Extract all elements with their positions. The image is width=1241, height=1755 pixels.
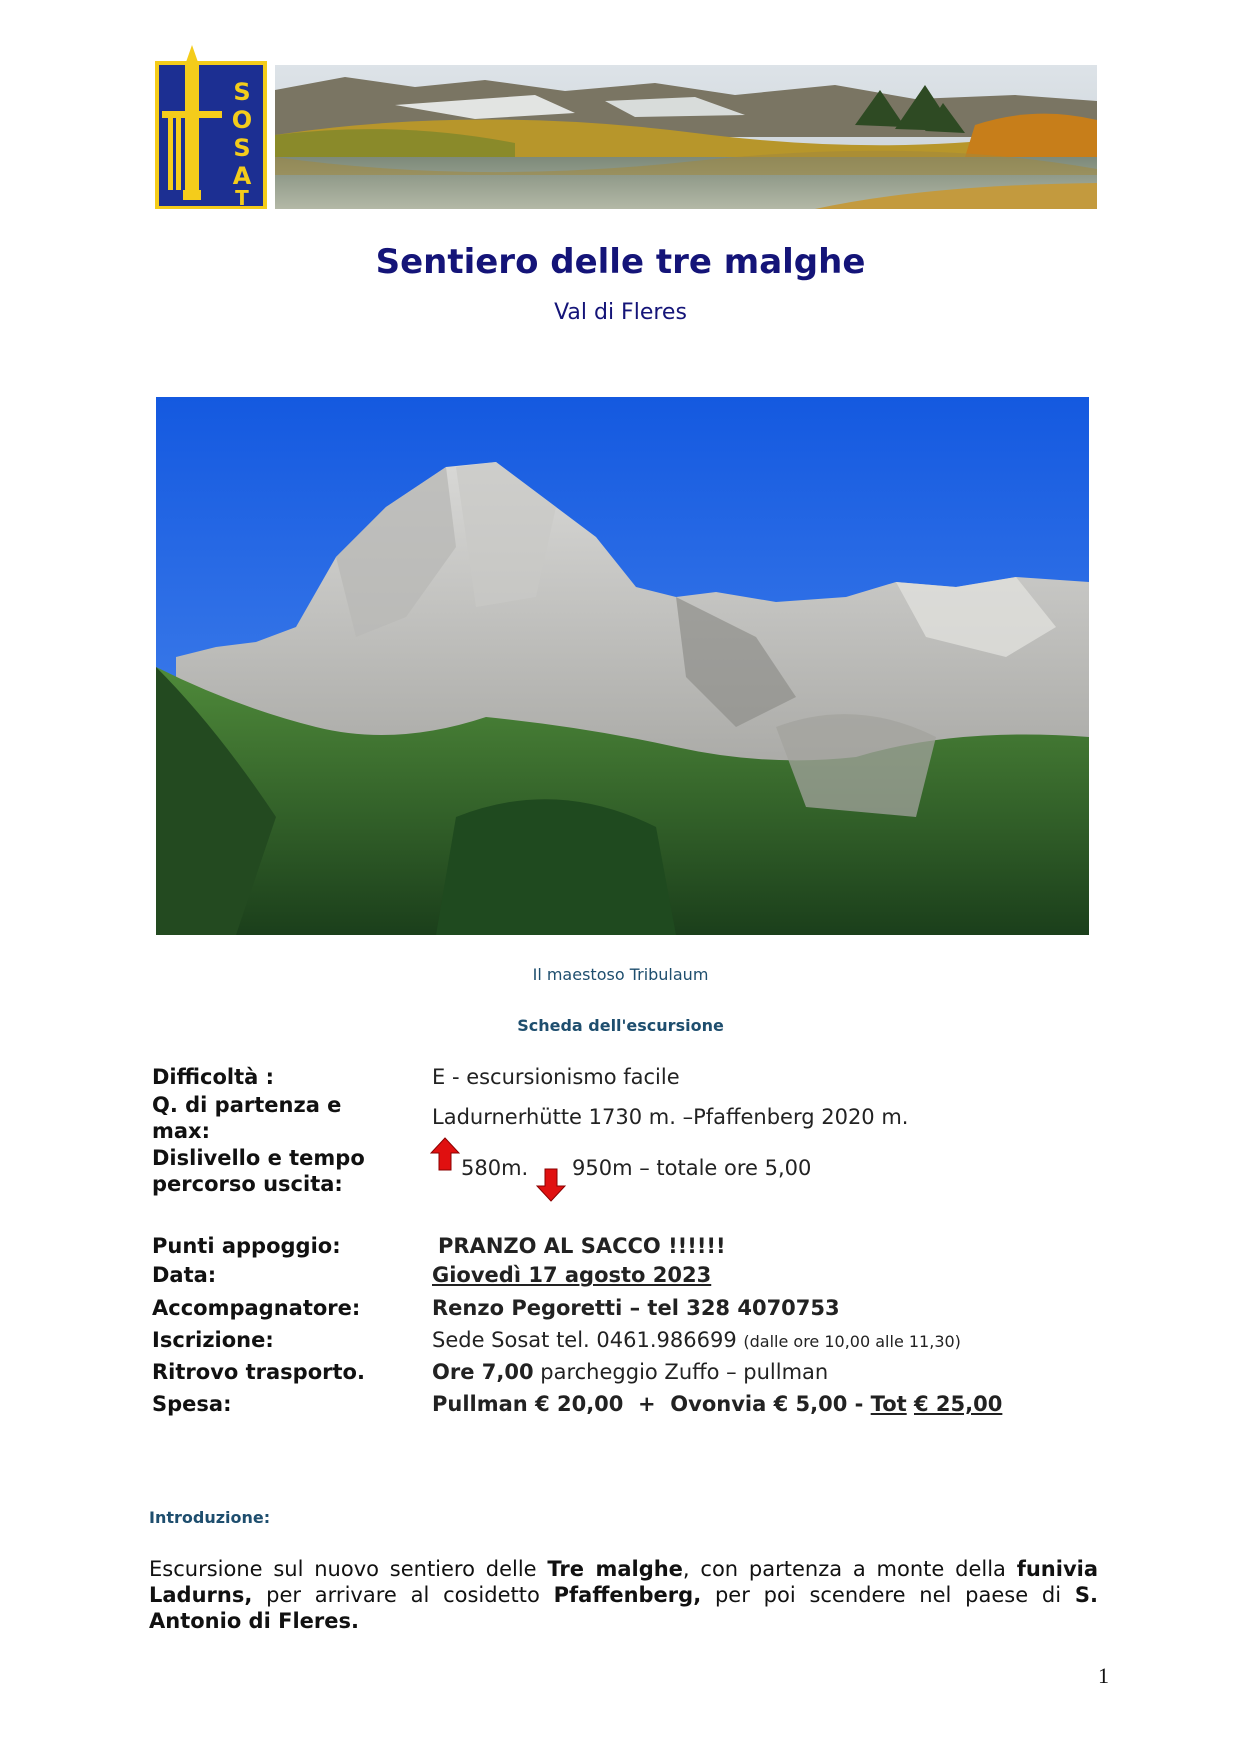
page-subtitle: Val di Fleres bbox=[554, 300, 687, 325]
ritrovo-value bbox=[432, 1359, 828, 1385]
intro-bold-tre-malghe: Tre malghe bbox=[547, 1557, 683, 1581]
sosat-logo bbox=[152, 45, 270, 209]
intro-paragraph bbox=[149, 1556, 1098, 1634]
data-label: Data: bbox=[152, 1263, 217, 1287]
dislivello-label-1: Dislivello e tempo bbox=[152, 1146, 365, 1170]
dislivello-label-2: percorso uscita: bbox=[152, 1172, 343, 1196]
ritrovo-label: Ritrovo trasporto. bbox=[152, 1360, 365, 1384]
quota-label-1: Q. di partenza e bbox=[152, 1093, 342, 1117]
iscrizione-text: Sede Sosat tel. 0461.986699 bbox=[432, 1328, 737, 1352]
svg-text:O: O bbox=[231, 106, 253, 134]
spesa-tot-price: € 25,00 bbox=[914, 1392, 1003, 1416]
iscrizione-note: (dalle ore 10,00 alle 11,30) bbox=[743, 1332, 961, 1351]
punti-value: PRANZO AL SACCO !!!!!! bbox=[438, 1234, 726, 1258]
spesa-ovonvia: Ovonvia bbox=[670, 1392, 767, 1416]
spesa-dash: - bbox=[854, 1392, 864, 1416]
banner-landscape-image bbox=[275, 65, 1097, 209]
spesa-tot: Tot bbox=[870, 1392, 907, 1416]
quota-value: Ladurnerhütte 1730 m. –Pfaffenberg 2020 m. bbox=[432, 1105, 909, 1129]
spesa-value bbox=[432, 1391, 1002, 1417]
punti-label: Punti appoggio: bbox=[152, 1234, 341, 1258]
tribulaun-mountain-photo bbox=[156, 397, 1089, 935]
page-number: 1 bbox=[1098, 1663, 1109, 1688]
accompagnatore-value: Renzo Pegoretti – tel 328 4070753 bbox=[432, 1296, 840, 1320]
arrow-down-icon bbox=[536, 1168, 566, 1202]
intro-text-4: per poi scendere nel paese di bbox=[701, 1583, 1075, 1607]
intro-text-3: per arrivare al cosidetto bbox=[252, 1583, 554, 1607]
svg-text:A: A bbox=[232, 162, 252, 190]
spesa-plus: + bbox=[638, 1392, 656, 1416]
dislivello-down-value: 950m – totale ore 5,00 bbox=[572, 1156, 812, 1180]
iscrizione-label: Iscrizione: bbox=[152, 1328, 274, 1352]
dislivello-up-value: 580m. bbox=[461, 1156, 529, 1180]
ritrovo-place: parcheggio Zuffo – pullman bbox=[540, 1360, 829, 1384]
spesa-pullman-price: € 20,00 bbox=[535, 1392, 624, 1416]
svg-text:S: S bbox=[233, 78, 251, 106]
intro-text-2: , con partenza a monte della bbox=[682, 1557, 1017, 1581]
difficolta-value: E - escursionismo facile bbox=[432, 1065, 680, 1089]
data-value: Giovedì 17 agosto 2023 bbox=[432, 1263, 712, 1287]
spesa-label: Spesa: bbox=[152, 1392, 232, 1416]
intro-text-1: Escursione sul nuovo sentiero delle bbox=[149, 1557, 548, 1581]
svg-text:T: T bbox=[235, 186, 249, 209]
arrow-up-icon bbox=[430, 1137, 460, 1171]
iscrizione-value bbox=[432, 1327, 961, 1355]
quota-label-2: max: bbox=[152, 1119, 210, 1143]
intro-bold-s-antonio: S. Antonio di Fleres. bbox=[149, 1583, 1099, 1633]
intro-heading: Introduzione: bbox=[149, 1508, 271, 1527]
accompagnatore-label: Accompagnatore: bbox=[152, 1296, 361, 1320]
svg-text:S: S bbox=[233, 134, 251, 162]
page-title: Sentiero delle tre malghe bbox=[375, 242, 866, 282]
scheda-heading: Scheda dell'escursione bbox=[517, 1016, 724, 1035]
ritrovo-time: Ore 7,00 bbox=[432, 1360, 534, 1384]
spesa-ovonvia-price: € 5,00 bbox=[773, 1392, 848, 1416]
intro-bold-pfaffenberg: Pfaffenberg, bbox=[553, 1583, 702, 1607]
photo-caption: Il maestoso Tribulaum bbox=[532, 965, 709, 984]
difficolta-label: Difficoltà : bbox=[152, 1065, 275, 1089]
spesa-pullman: Pullman bbox=[432, 1392, 528, 1416]
intro-bold-funivia: funivia Ladurns, bbox=[149, 1557, 1098, 1607]
